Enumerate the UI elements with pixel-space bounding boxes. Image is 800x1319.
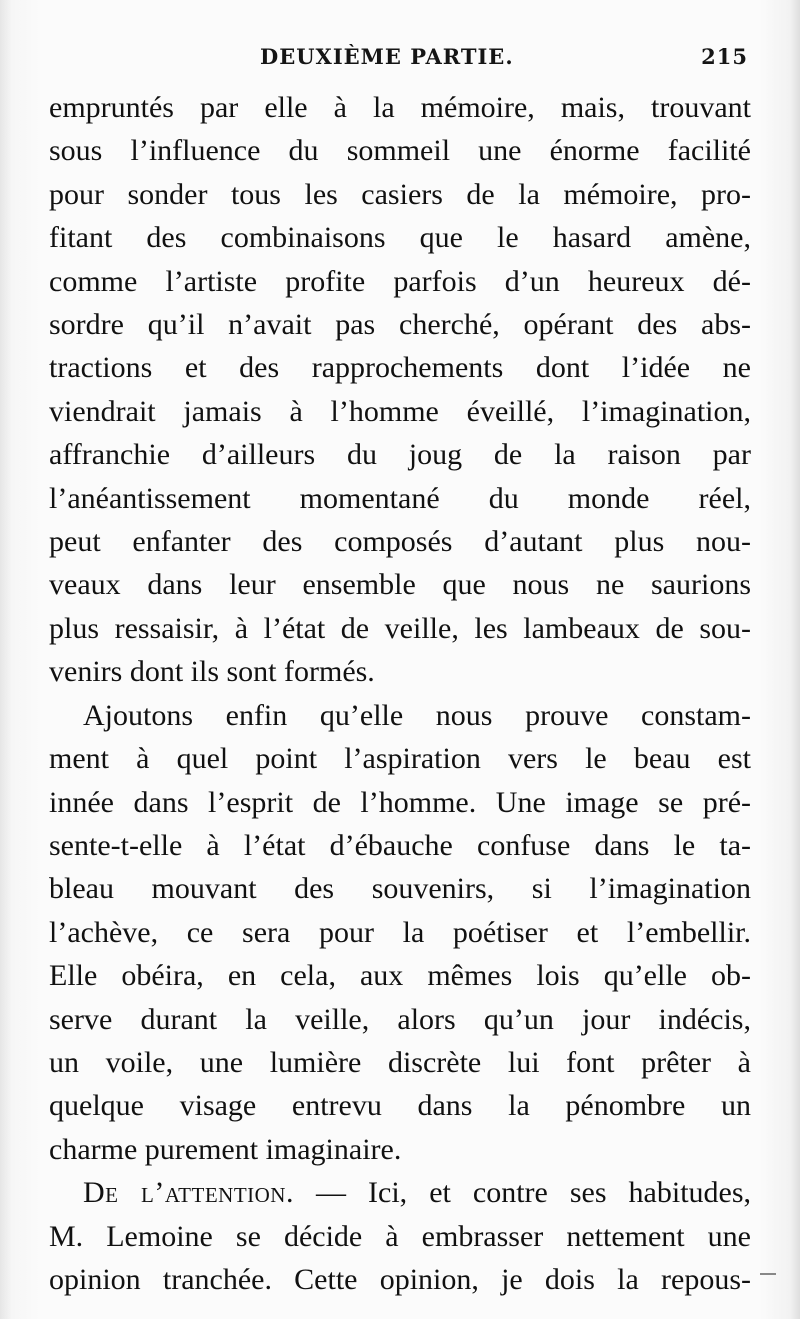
body-text xyxy=(49,86,751,1301)
text-line: pour sonder tous les casiers de la mémoire, pro- xyxy=(49,177,751,211)
section-start-line xyxy=(49,1171,751,1214)
text-line: quelque visage entrevu dans la pénombre un xyxy=(49,1089,751,1123)
text-line: bleau mouvant des souvenirs, si l’imagination xyxy=(49,872,751,906)
text-line: comme l’artiste profite parfois d’un heureux dé- xyxy=(49,264,751,298)
running-head xyxy=(48,40,748,76)
paragraph-start-line: Ajoutons enfin qu’elle nous prouve constam- xyxy=(83,698,751,732)
text-line: opinion tranchée. Cette opinion, je dois la repous- xyxy=(49,1262,751,1296)
text-line: sous l’influence du sommeil une énorme facilité xyxy=(49,134,751,168)
text-line: empruntés par elle à la mémoire, mais, trouvant xyxy=(49,91,751,124)
text-line: Elle obéira, en cela, aux mêmes lois qu’elle ob- xyxy=(49,959,751,993)
text-line: l’achève, ce sera pour la poétiser et l’embellir. xyxy=(49,915,751,949)
text-line: l’anéantissement momentané du monde réel, xyxy=(49,481,751,515)
text-line: fitant des combinaisons que le hasard amène, xyxy=(49,221,751,255)
text-line: sordre qu’il n’avait pas cherché, opérant des abs- xyxy=(49,308,751,342)
text-line: serve durant la veille, alors qu’un jour indécis, xyxy=(49,1002,751,1036)
text-line: peut enfanter des composés d’autant plus nou- xyxy=(49,525,751,559)
text-line: innée dans l’esprit de l’homme. Une image se pré- xyxy=(49,785,751,819)
text-line: veaux dans leur ensemble que nous ne saurions xyxy=(49,568,751,602)
paragraph-end-line: venirs dont ils sont formés. xyxy=(49,655,375,689)
section-first-line-text: — Ici, et contre ses habitudes, xyxy=(316,1176,752,1210)
text-line: ment à quel point l’aspiration vers le beau est xyxy=(49,742,751,776)
text-line: plus ressaisir, à l’état de veille, les lambeaux de sou- xyxy=(49,611,751,645)
text-line: un voile, une lumière discrète lui font prêter à xyxy=(49,1045,751,1079)
text-line: tractions et des rapprochements dont l’idée ne xyxy=(49,351,751,385)
page-number: 215 xyxy=(701,44,748,69)
text-line: affranchie d’ailleurs du joug de la raison par xyxy=(49,438,751,472)
text-line: viendrait jamais à l’homme éveillé, l’imagination, xyxy=(49,394,751,428)
text-line: sente-t-elle à l’état d’ébauche confuse dans le ta- xyxy=(49,828,751,862)
running-title: DEUXIÈME PARTIE. xyxy=(260,44,514,69)
page-edge-mark xyxy=(760,1273,776,1275)
paragraph-end-line: charme purement imaginaire. xyxy=(49,1132,402,1166)
section-heading: De l’attention. xyxy=(83,1176,294,1210)
text-line: M. Lemoine se décide à embrasser nettement une xyxy=(49,1219,751,1253)
